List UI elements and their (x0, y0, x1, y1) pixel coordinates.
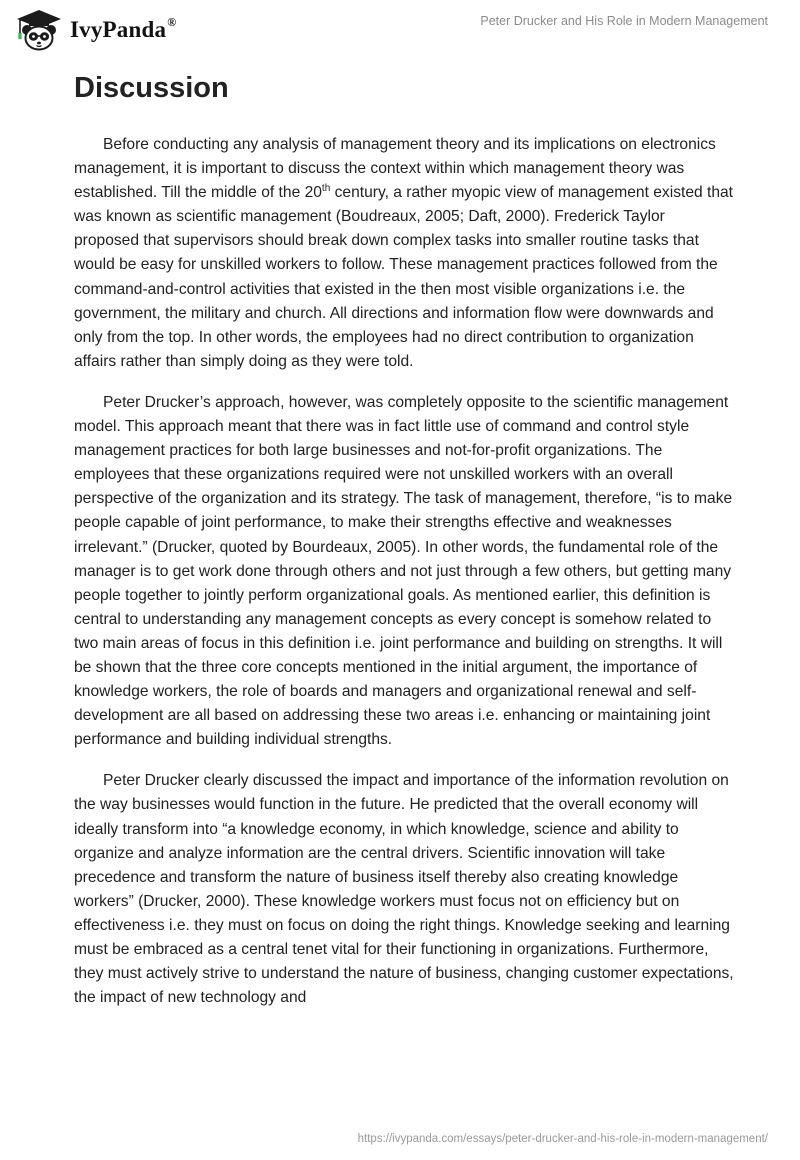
section-heading: Discussion (74, 72, 229, 104)
essay-body (74, 133, 734, 1027)
paragraph-2: Peter Drucker’s approach, however, was completely opposite to the scientific management model. This approach meant that there was in fact little use of command and control style management practices for both large businesses and not-for-profit organizations. The employees that these organizations required were not unskilled workers with an overall perspective of the organization and its strategy. The task of management, therefore, “is to make people capable of joint performance, to make their strengths effective and weaknesses irrelevant.” (Drucker, quoted by Bourdeaux, 2005). In other words, the fundamental role of the manager is to get work done through others and not just through a few others, but getting many people together to jointly perform organizational goals. As mentioned earlier, this definition is central to understanding any management concepts as every concept is somehow related to two main areas of focus in this definition i.e. joint performance and building on strengths. It will be shown that the three core concepts mentioned in the initial argument, the importance of knowledge workers, the role of boards and managers and organizational renewal and self-development are all based on addressing these two areas i.e. enhancing or maintaining joint performance and building individual strengths. (74, 393, 733, 749)
brand-name: IvyPanda® (70, 15, 177, 42)
panda-graduate-icon (14, 8, 64, 52)
running-header-title: Peter Drucker and His Role in Modern Management (480, 14, 768, 28)
brand-logo[interactable] (14, 8, 176, 52)
paragraph-1: Before conducting any analysis of management theory and its implications on electronics management, it is important to discuss the context within which management theory was established. Till the middle of the 20th century, a rather myopic view of management existed that was known as scientific management (Boudreaux, 2005; Daft, 2000). Frederick Taylor proposed that supervisors should break down complex tasks into smaller routine tasks that would be easy for unskilled workers to follow. These management practices followed from the command-and-control activities that existed in the then most visible organizations i.e. the government, the military and church. All directions and information flow were downwards and only from the top. In other words, the employees had no direct contribution to organization affairs rather than simply doing as they were told. (74, 136, 734, 370)
registered-mark: ® (167, 15, 177, 30)
ordinal-suffix: th (321, 183, 331, 194)
paragraph-3: Peter Drucker clearly discussed the impact and importance of the information revolution on the way businesses would function in the future. He predicted that the overall economy will ideally transform into “a knowledge economy, in which knowledge, science and ability to organize and analyze information are the central drivers. Scientific innovation will take precedence and transform the nature of business itself thereby also creating knowledge workers” (Drucker, 2000). These knowledge workers must focus not on efficiency but on effectiveness i.e. they must on focus on doing the right things. Knowledge seeking and learning must be embraced as a central tenet vital for their functioning in organizations. Furthermore, they must actively strive to understand the nature of business, changing customer expectations, the impact of new technology and (74, 772, 734, 1007)
source-url[interactable]: https://ivypanda.com/essays/peter-drucker-and-his-role-in-modern-management/ (357, 1133, 768, 1145)
